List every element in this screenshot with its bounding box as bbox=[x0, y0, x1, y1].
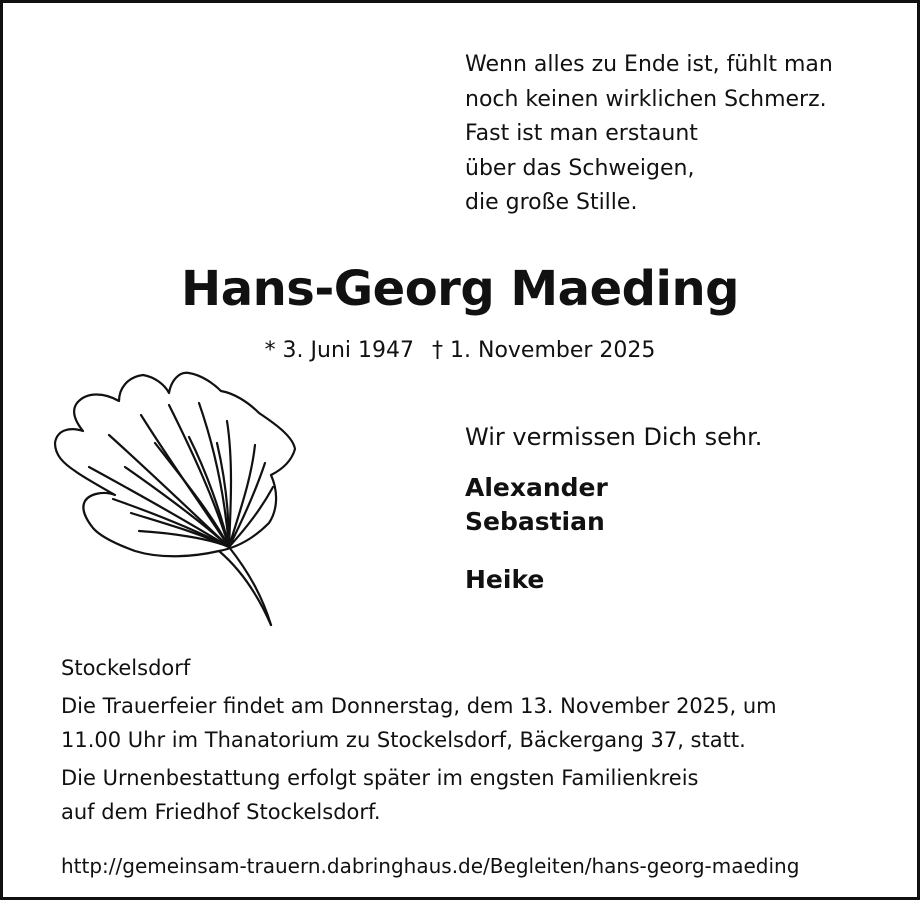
ginkgo-leaf-icon bbox=[43, 363, 313, 633]
poem-line: Wenn alles zu Ende ist, fühlt man bbox=[465, 52, 833, 77]
memorial-url: http://gemeinsam-trauern.dabringhaus.de/Begleiten/hans-georg-maeding bbox=[61, 854, 800, 878]
poem bbox=[465, 48, 833, 221]
family-member: Alexander bbox=[465, 473, 608, 502]
poem-line: noch keinen wirklichen Schmerz. bbox=[465, 86, 827, 112]
burial-line: auf dem Friedhof Stockelsdorf. bbox=[61, 800, 381, 824]
deceased-name: Hans-Georg Maeding bbox=[181, 261, 739, 317]
life-dates bbox=[3, 336, 917, 366]
location: Stockelsdorf bbox=[61, 656, 191, 680]
service-info bbox=[61, 651, 777, 829]
poem-line: Fast ist man erstaunt bbox=[465, 121, 698, 146]
family-member: Heike bbox=[465, 565, 545, 594]
death-date: † 1. November 2025 bbox=[432, 338, 656, 363]
birth-date: * 3. Juni 1947 bbox=[264, 338, 415, 363]
ceremony-line: Die Trauerfeier findet am Donnerstag, dem 13. November 2025, um bbox=[61, 694, 777, 718]
poem-line: die große Stille. bbox=[465, 190, 638, 215]
family-names bbox=[465, 471, 608, 597]
mourning-line: Wir vermissen Dich sehr. bbox=[465, 423, 763, 451]
family-member: Sebastian bbox=[465, 507, 605, 536]
burial-line: Die Urnenbestattung erfolgt später im engsten Familienkreis bbox=[61, 766, 699, 790]
ceremony-line: 11.00 Uhr im Thanatorium zu Stockelsdorf, Bäckergang 37, statt. bbox=[61, 728, 746, 752]
poem-line: über das Schweigen, bbox=[465, 155, 695, 181]
